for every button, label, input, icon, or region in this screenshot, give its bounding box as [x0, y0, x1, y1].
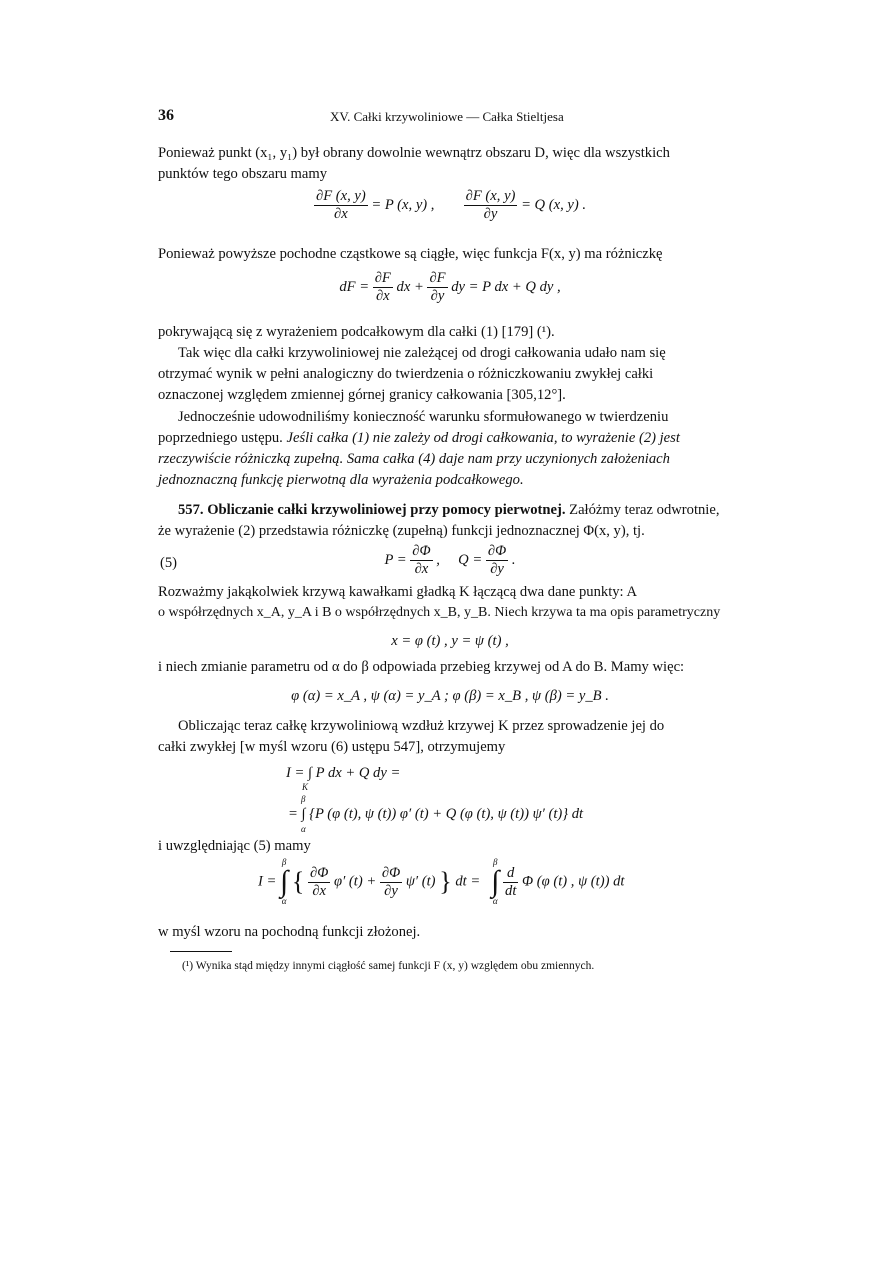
eq-lhs: P =: [384, 551, 407, 568]
para3-line3: otrzymać wynik w pełni analogiczny do twierdzenia o różniczkowaniu zwykłej całki: [158, 366, 654, 382]
eq-rhs: dy = P dx + Q dy ,: [451, 278, 561, 295]
frac-den: ∂y: [380, 882, 402, 900]
integral-sign-icon: ∫: [491, 865, 500, 898]
frac-num: ∂F (x, y): [465, 188, 516, 204]
eq-end: .: [511, 551, 516, 568]
equation-bounds: φ (α) = x_A , ψ (α) = y_A ; φ (β) = x_B , ψ (β) = y_B .: [291, 688, 609, 704]
integral-limits: [280, 858, 288, 906]
para3-line8: jednoznaczną funkcję pierwotną dla wyrażenia podcałkowego.: [158, 472, 524, 488]
left-brace-icon: {: [291, 867, 305, 896]
section-heading: 557. Obliczanie całki krzywoliniowej przy pomocy pierwotnej.: [178, 502, 566, 518]
limit-upper: β: [281, 857, 287, 867]
equation-I2: [258, 858, 624, 906]
para1-line2: punktów tego obszaru mamy: [158, 166, 328, 182]
limit-lower: α: [492, 896, 498, 906]
eq-lhs: I =: [258, 873, 277, 890]
para5-line1: i niech zmianie parametru od α do β odpowiada przebieg krzywej od A do B. Mamy więc:: [158, 659, 685, 675]
eq-after: dt =: [455, 873, 481, 890]
para4-line2: o współrzędnych x_A, y_A i B o współrzędnych x_B, y_B. Niech krzywa ta ma opis parametryczny: [158, 605, 721, 620]
para8-line1: w myśl wzoru na pochodną funkcji złożonej.: [158, 924, 421, 940]
eq-rhs: = P (x, y) ,: [371, 196, 435, 213]
eq-mid: dx +: [396, 278, 424, 295]
equation-parametric: x = φ (t) , y = ψ (t) ,: [391, 633, 509, 649]
para3-line5: Jednocześnie udowodniliśmy konieczność warunku sformułowanego w twierdzeniu: [178, 409, 669, 425]
frac-num: ∂Φ: [310, 864, 329, 881]
eq-rhs: = Q (x, y) .: [521, 196, 587, 213]
frac-den: ∂y: [486, 560, 508, 578]
equation-5-label: (5): [160, 555, 178, 571]
para3-line1: pokrywającą się z wyrażeniem podcałkowym dla całki (1) [179] (¹).: [158, 324, 555, 340]
frac-den: ∂y: [427, 287, 447, 305]
para3-line4: oznaczonej względem zmiennej górnej granicy całkowania [305,12°].: [158, 387, 566, 403]
para3-line2: Tak więc dla całki krzywoliniowej nie zależącej od drogi całkowania udało nam się: [178, 345, 666, 361]
frac-den: dt: [505, 882, 517, 899]
page-number: 36: [158, 107, 174, 124]
frac-den: ∂x: [314, 205, 368, 223]
footnote-rule: [170, 951, 232, 952]
equation-I-sup-beta: β: [301, 794, 306, 804]
equation-partials: [160, 188, 740, 223]
footnote-text: (¹) Wynika stąd między innymi ciągłość samej funkcji F (x, y) względem obu zmiennych.: [182, 960, 595, 972]
frac-num: ∂F: [374, 270, 391, 286]
frac-num: ∂Φ: [412, 543, 431, 559]
section-line1-rest: Załóżmy teraz odwrotnie,: [565, 502, 720, 518]
integral-limits: [491, 858, 499, 906]
para6-line1: Obliczając teraz całkę krzywoliniową wzdłuż krzywej K przez sprowadzenie jej do: [178, 718, 665, 734]
section-557-line2: że wyrażenie (2) przedstawia różniczkę (zupełną) funkcji jednoznacznej Φ(x, y), tj.: [158, 523, 645, 539]
frac-den: ∂y: [464, 205, 518, 223]
eq-tail: Φ (φ (t) , ψ (t)) dt: [522, 873, 625, 890]
frac-num: ∂Φ: [487, 543, 507, 559]
para3-line6-normal: poprzedniego ustępu.: [158, 430, 287, 446]
section-557-line1: [178, 502, 719, 519]
para7-line1: i uwzględniając (5) mamy: [158, 838, 311, 854]
frac-den: ∂x: [410, 560, 432, 578]
frac-den: ∂x: [308, 882, 330, 900]
para4-line1: Rozważmy jakąkolwiek krzywą kawałkami gładką K łączącą dwa dane punkty: A: [158, 584, 637, 600]
para1-line1: Ponieważ punkt (x₁, y₁) był obrany dowolnie wewnątrz obszaru D, więc dla wszystkich: [158, 145, 670, 161]
frac-num: d: [507, 864, 515, 881]
para3-line6-italic: Jeśli całka (1) nie zależy od drogi całkowania, to wyrażenie (2) jest: [286, 430, 680, 446]
para6-line2: całki zwykłej [w myśl wzoru (6) ustępu 547], otrzymujemy: [158, 739, 506, 755]
equation-I-line1: I = ∫ P dx + Q dy =: [286, 765, 401, 781]
equation-I-line2: = ∫ {P (φ (t), ψ (t)) φ′ (t) + Q (φ (t), ψ (t)) ψ′ (t)} dt: [288, 806, 584, 822]
right-brace-icon: }: [439, 867, 452, 896]
eq-lhs: dF =: [339, 278, 370, 295]
integral-sign-icon: ∫: [280, 865, 289, 898]
frac-num: ∂F: [429, 270, 446, 286]
limit-upper: β: [493, 857, 498, 867]
para3-line7: rzeczywiście różniczką zupełną. Sama całka (4) daje nam przy uczynionych założeniach: [158, 451, 670, 467]
equation-dF: [160, 270, 740, 305]
frac-num: ∂F (x, y): [315, 188, 366, 204]
eq-mid: ψ′ (t): [405, 873, 436, 890]
equation-I-sub-K: K: [302, 782, 309, 792]
equation-I-sub-alpha: α: [301, 824, 306, 834]
frac-num: ∂Φ: [381, 864, 401, 881]
limit-lower: α: [281, 896, 287, 906]
running-title: XV. Całki krzywoliniowe — Całka Stieltjesa: [330, 109, 564, 124]
eq-mid: φ′ (t) +: [334, 873, 377, 890]
equation-5: [160, 543, 740, 578]
frac-den: ∂x: [373, 287, 393, 305]
eq-sep: ,: [436, 551, 440, 568]
eq-lhs: Q =: [458, 551, 483, 568]
para3-line6: [158, 430, 680, 447]
para2-line1: Ponieważ powyższe pochodne cząstkowe są ciągłe, więc funkcja F(x, y) ma różniczkę: [158, 246, 663, 262]
